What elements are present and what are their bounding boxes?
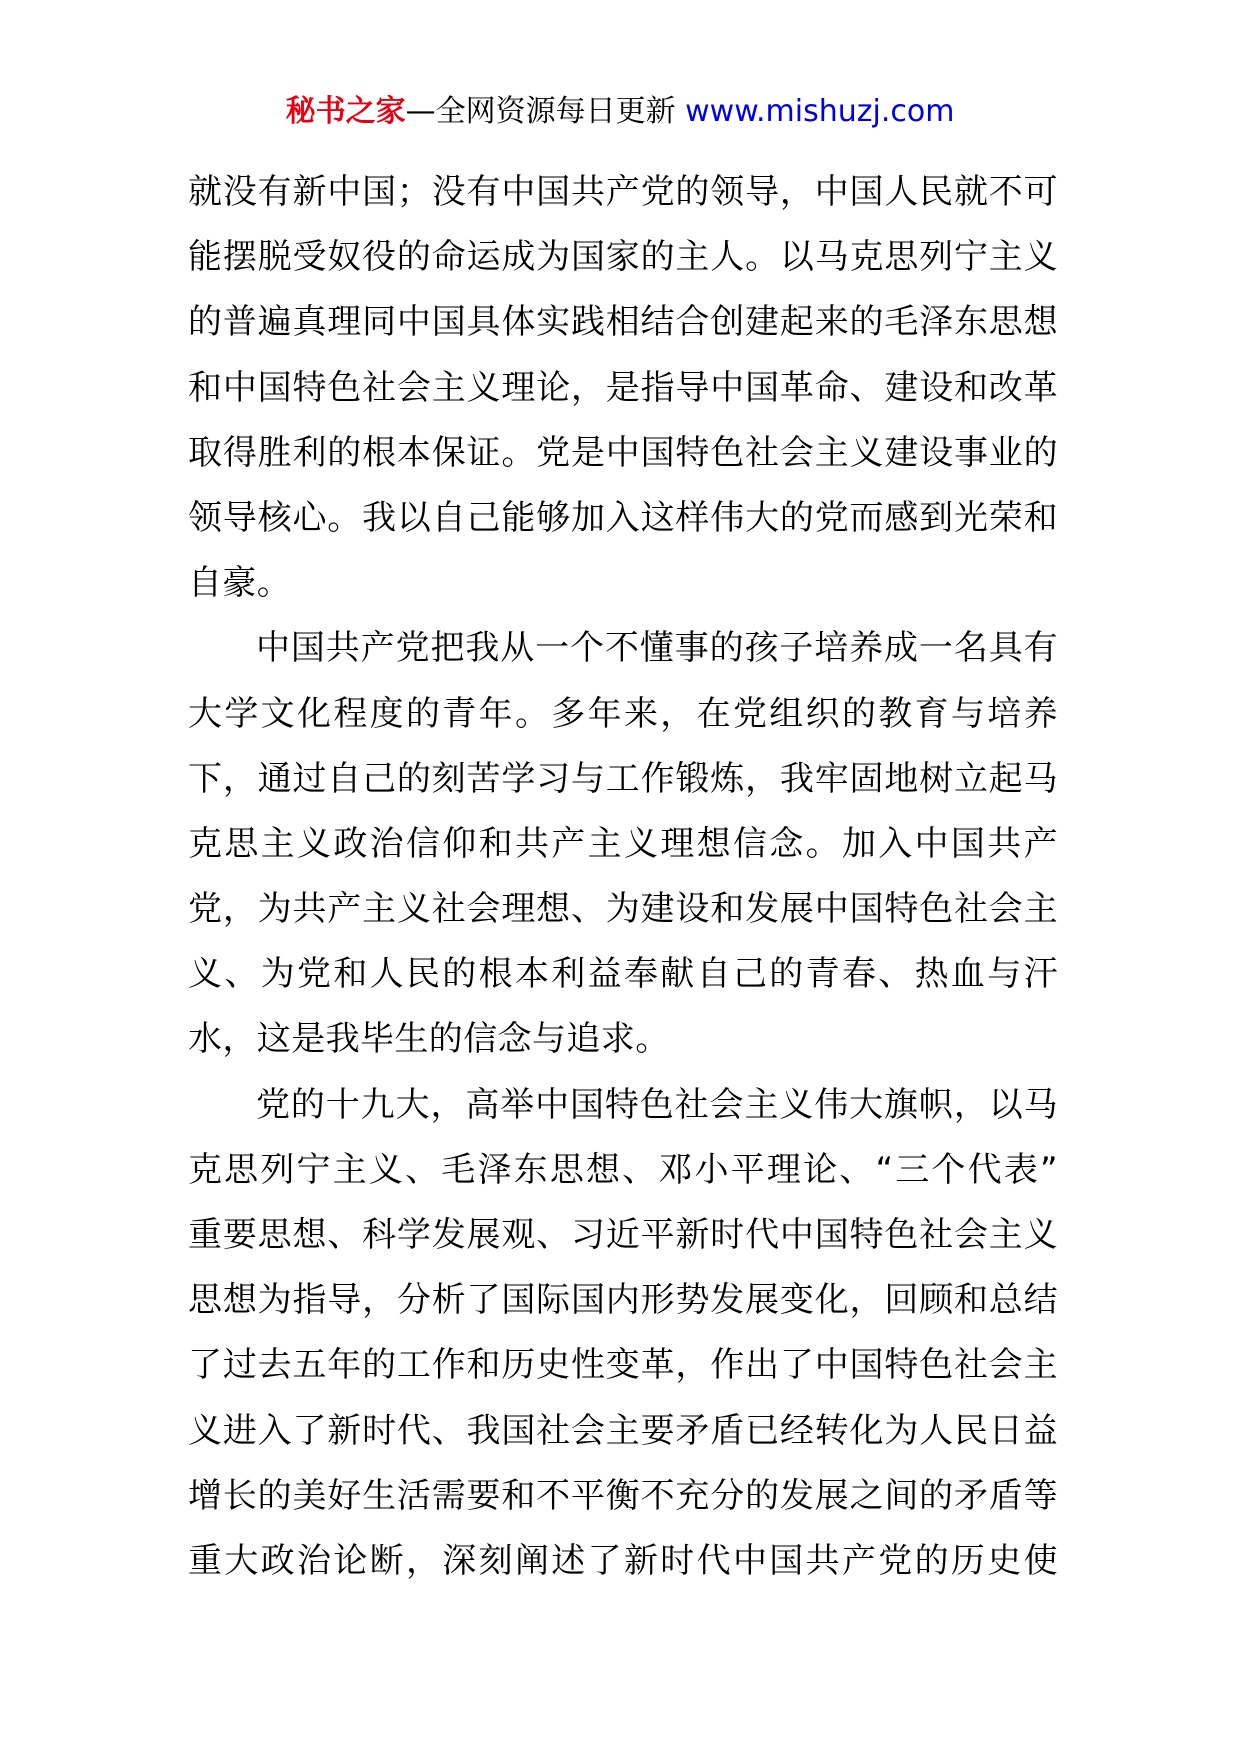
text-line: 水，这是我毕生的信念与追求。	[188, 1019, 670, 1060]
header-brand: 秘书之家	[285, 94, 406, 129]
text-line: 能摆脱受奴役的命运成为国家的主人。以马克思列宁主义	[188, 237, 1058, 278]
header-site-link[interactable]: www.mishuzj.com	[685, 94, 955, 129]
text-line: 重要思想、科学发展观、习近平新时代中国特色社会主义	[188, 1215, 1058, 1255]
text-line: 了过去五年的工作和历史性变革，作出了中国特色社会主	[188, 1345, 1058, 1386]
text-line: 思想为指导，分析了国际国内形势发展变化，回顾和总结	[188, 1280, 1058, 1321]
text-line: 就没有新中国；没有中国共产党的领导，中国人民就不可	[188, 172, 1058, 212]
header-tagline: —全网资源每日更新	[405, 94, 676, 129]
paragraph-first-line: 中国共产党把我从一个不懂事的孩子培养成一名具有	[256, 628, 1058, 669]
text-line: 义、为党和人民的根本利益奉献自己的青春、热血与汗	[188, 954, 1058, 995]
text-line: 领导核心。我以自己能够加入这样伟大的党而感到光荣和	[188, 497, 1058, 538]
text-line: 克思主义政治信仰和共产主义理想信念。加入中国共产	[188, 823, 1058, 864]
page-header	[0, 94, 1240, 130]
text-line: 义进入了新时代、我国社会主要矛盾已经转化为人民日益	[188, 1410, 1058, 1451]
text-line: 重大政治论断，深刻阐述了新时代中国共产党的历史使	[188, 1540, 1058, 1581]
text-line: 和中国特色社会主义理论，是指导中国革命、建设和改革	[188, 367, 1058, 408]
text-line: 的普遍真理同中国具体实践相结合创建起来的毛泽东思想	[188, 302, 1058, 343]
text-line: 克思列宁主义、毛泽东思想、邓小平理论、“三个代表”	[188, 1149, 1058, 1190]
text-line: 取得胜利的根本保证。党是中国特色社会主义建设事业的	[188, 432, 1058, 473]
text-line: 自豪。	[188, 563, 292, 604]
text-line: 下，通过自己的刻苦学习与工作锻炼，我牢固地树立起马	[188, 758, 1058, 799]
text-line: 党，为共产主义社会理想、为建设和发展中国特色社会主	[188, 889, 1058, 930]
document-body	[188, 160, 1058, 1594]
text-line: 大学文化程度的青年。多年来，在党组织的教育与培养	[188, 693, 1058, 734]
paragraph-first-line: 党的十九大，高举中国特色社会主义伟大旗帜，以马	[256, 1084, 1058, 1125]
text-line: 增长的美好生活需要和不平衡不充分的发展之间的矛盾等	[188, 1475, 1058, 1516]
